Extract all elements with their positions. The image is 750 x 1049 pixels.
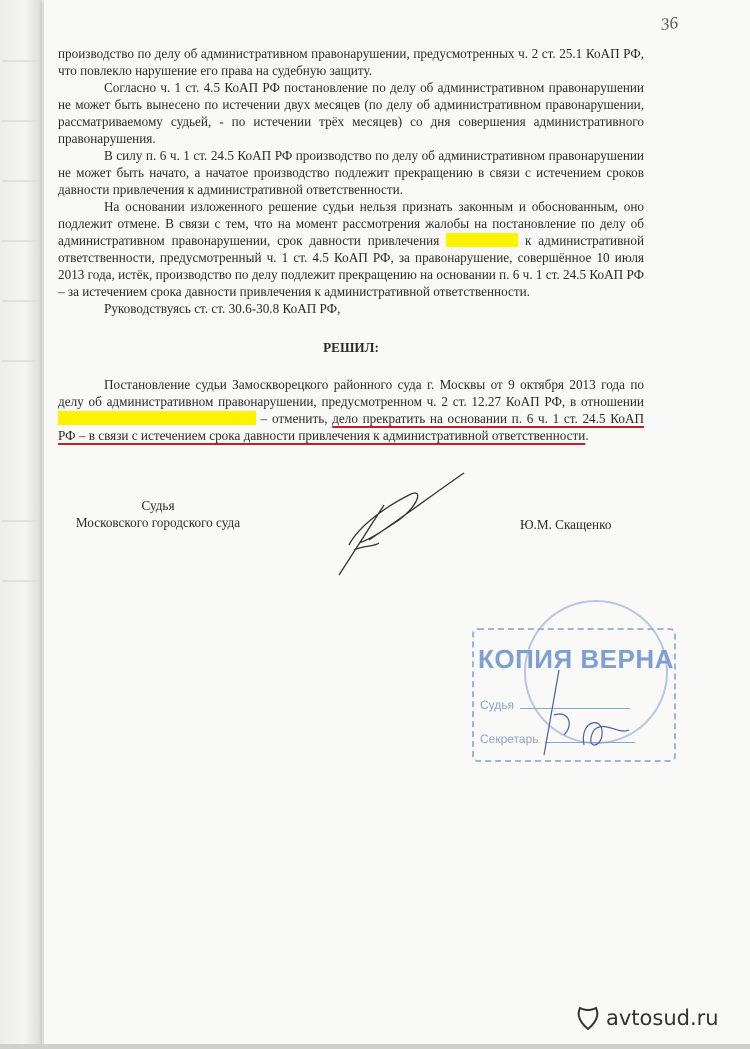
- judge-title: [58, 497, 258, 531]
- paragraph-text: На основании изложенного решение судьи нельзя признать законным и обоснованным, оно подлежит отмене. В связи с тем, что на момент рассмотрения жалобы на постановление по делу об административном правонарушении, срок давности привлечения: [58, 199, 644, 248]
- redacted-name: [446, 233, 518, 247]
- paragraph: [58, 198, 644, 300]
- paragraph: Согласно ч. 1 ст. 4.5 КоАП РФ постановление по делу об административном правонарушении не может быть вынесено по истечении двух месяцев (по делу об административном правонарушении, рассматриваемому судьей, - по истечении трёх месяцев) со дня совершения административного правонарушения.: [58, 80, 644, 146]
- document-body: [58, 45, 644, 444]
- document-page: [44, 0, 750, 1049]
- underlined-ruling: дело прекратить на основании п. 6 ч. 1 ст. 24.5 КоАП РФ – в связи с истечением срока давности привлечения к административной ответственности: [58, 411, 644, 443]
- stamp-secretary-label: Секретарь: [480, 732, 539, 746]
- judge-name: Ю.М. Скащенко: [520, 517, 612, 532]
- decision-text: – отменить,: [256, 411, 333, 426]
- previous-page-edge: [0, 0, 42, 1049]
- stamp-signature-icon: [524, 660, 634, 760]
- guided-by-line: Руководствуясь ст. ст. 30.6-30.8 КоАП РФ,: [104, 301, 341, 316]
- redacted-name: [58, 411, 256, 425]
- paragraph: производство по делу об административном правонарушении, предусмотренных ч. 2 ст. 25.1 КоАП РФ, что повлекло нарушение его права на судебную защиту.: [58, 46, 644, 78]
- stamp-title: КОПИЯ ВЕРНА: [478, 644, 674, 674]
- watermark: [576, 1005, 719, 1031]
- decision-text: Постановление судьи Замоскворецкого районного суда г. Москвы от 9 октября 2013 года по делу об административном правонарушении, предусмотренном ч. 2 ст. 12.27 КоАП РФ, в отношении: [58, 377, 644, 409]
- handwritten-page-number: 36: [659, 12, 680, 35]
- page-bottom-edge: [0, 1044, 750, 1049]
- decision-paragraph: [58, 376, 644, 444]
- decision-heading: РЕШИЛ:: [323, 340, 379, 355]
- period: .: [585, 428, 589, 443]
- shield-icon: [576, 1005, 600, 1031]
- handwritten-signature-icon: [329, 465, 469, 585]
- paragraph: В силу п. 6 ч. 1 ст. 24.5 КоАП РФ производство по делу об административном правонарушении не может быть начато, а начатое производство подлежит прекращению в связи с истечением сроков давности привлечения к административной ответственности.: [58, 148, 644, 197]
- watermark-text: avtosud.ru: [606, 1006, 719, 1030]
- certified-copy-stamp: [464, 600, 684, 770]
- paragraph-text: к административной ответственности, предусмотренный ч. 1 ст. 4.5 КоАП РФ, за правонарушение, совершённое 10 июля 2013 года, истёк, производство по делу подлежит прекращению на основании п. 6 ч. 1 ст. 24.5 КоАП РФ – за истечением срока давности привлечения к административной ответственности.: [58, 233, 645, 299]
- judge-title-line2: Московского городского суда: [75, 515, 241, 530]
- stamp-judge-label: Судья: [480, 698, 515, 712]
- judge-title-line1: Судья: [141, 498, 175, 513]
